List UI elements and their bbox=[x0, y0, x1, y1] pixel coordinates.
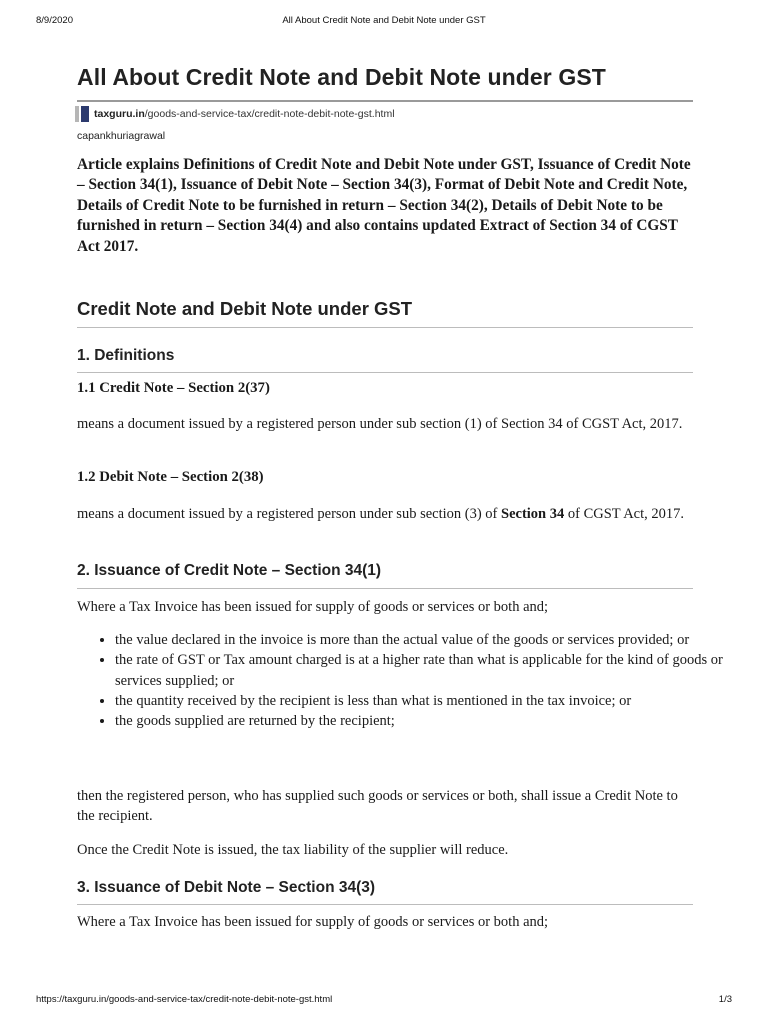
title-divider bbox=[77, 100, 693, 102]
article-intro: Article explains Definitions of Credit Note and Debit Note under GST, Issuance of Credit Note – Section 34(1), Issuance of Debit Note – Section 34(3), Format of Debit Note and Credit Note, Details of Credit Note to be furnished in return – Section 34(2), Details of Debit Note to be furnished in return – Section 34(4) and also contains updated Extract of Section 34 of CGST Act 2017. bbox=[77, 156, 691, 255]
debit-issuance-divider bbox=[77, 904, 693, 905]
debit-issuance-intro: Where a Tax Invoice has been issued for supply of goods or services or both and; bbox=[77, 914, 549, 930]
main-heading: Credit Note and Debit Note under GST bbox=[77, 298, 413, 319]
credit-note-definition-heading: 1.1 Credit Note – Section 2(37) bbox=[77, 380, 270, 396]
debit-note-text-end: of CGST Act, 2017. bbox=[564, 506, 685, 522]
credit-issuance-heading: 2. Issuance of Credit Note – Section 34(1) bbox=[77, 562, 382, 579]
debit-note-definition-text bbox=[77, 504, 693, 524]
debit-note-section-ref: Section 34 bbox=[501, 506, 565, 522]
list-item: • the quantity received by the recipient is less than what is mentioned in the tax invoice; or bbox=[115, 691, 731, 711]
author-name: capankhuriagrawal bbox=[77, 130, 166, 142]
source-path-link[interactable]: /goods-and-service-tax/credit-note-debit-note-gst.html bbox=[144, 107, 395, 120]
source-domain-link[interactable]: taxguru.in bbox=[94, 107, 145, 120]
debit-note-definition-heading: 1.2 Debit Note – Section 2(38) bbox=[77, 469, 264, 485]
credit-issuance-conditions bbox=[77, 630, 731, 731]
list-item: • the rate of GST or Tax amount charged is at a higher rate than what is applicable for the kind of goods or services supplied; or bbox=[115, 650, 731, 691]
print-page-title: All About Credit Note and Debit Note under GST bbox=[282, 15, 486, 26]
credit-issuance-divider bbox=[77, 588, 693, 589]
credit-issuance-intro: Where a Tax Invoice has been issued for supply of goods or services or both and; bbox=[77, 599, 549, 615]
print-footer-url: https://taxguru.in/goods-and-service-tax/credit-note-debit-note-gst.html bbox=[36, 994, 333, 1005]
definitions-divider bbox=[77, 372, 693, 373]
source-bar-icon bbox=[75, 106, 79, 122]
source-line bbox=[75, 105, 395, 122]
print-date: 8/9/2020 bbox=[36, 15, 73, 26]
list-item: • the goods supplied are returned by the recipient; bbox=[115, 711, 731, 731]
page-number: 1/3 bbox=[718, 994, 732, 1005]
definitions-heading: 1. Definitions bbox=[77, 347, 175, 364]
article-title: All About Credit Note and Debit Note under GST bbox=[77, 64, 606, 90]
credit-issuance-note: Once the Credit Note is issued, the tax liability of the supplier will reduce. bbox=[77, 842, 509, 858]
debit-issuance-heading: 3. Issuance of Debit Note – Section 34(3) bbox=[77, 879, 376, 896]
list-item: • the value declared in the invoice is more than the actual value of the goods or services provided; or bbox=[115, 630, 731, 650]
debit-note-text-start: means a document issued by a registered person under sub section (3) of bbox=[77, 506, 502, 522]
source-brand-icon bbox=[81, 106, 89, 122]
main-heading-divider bbox=[77, 327, 693, 328]
credit-issuance-conclusion: then the registered person, who has supplied such goods or services or both, shall issue a Credit Note to the recipient. bbox=[77, 788, 678, 825]
credit-note-definition-text: means a document issued by a registered person under sub section (1) of Section 34 of CGST Act, 2017. bbox=[77, 416, 683, 432]
